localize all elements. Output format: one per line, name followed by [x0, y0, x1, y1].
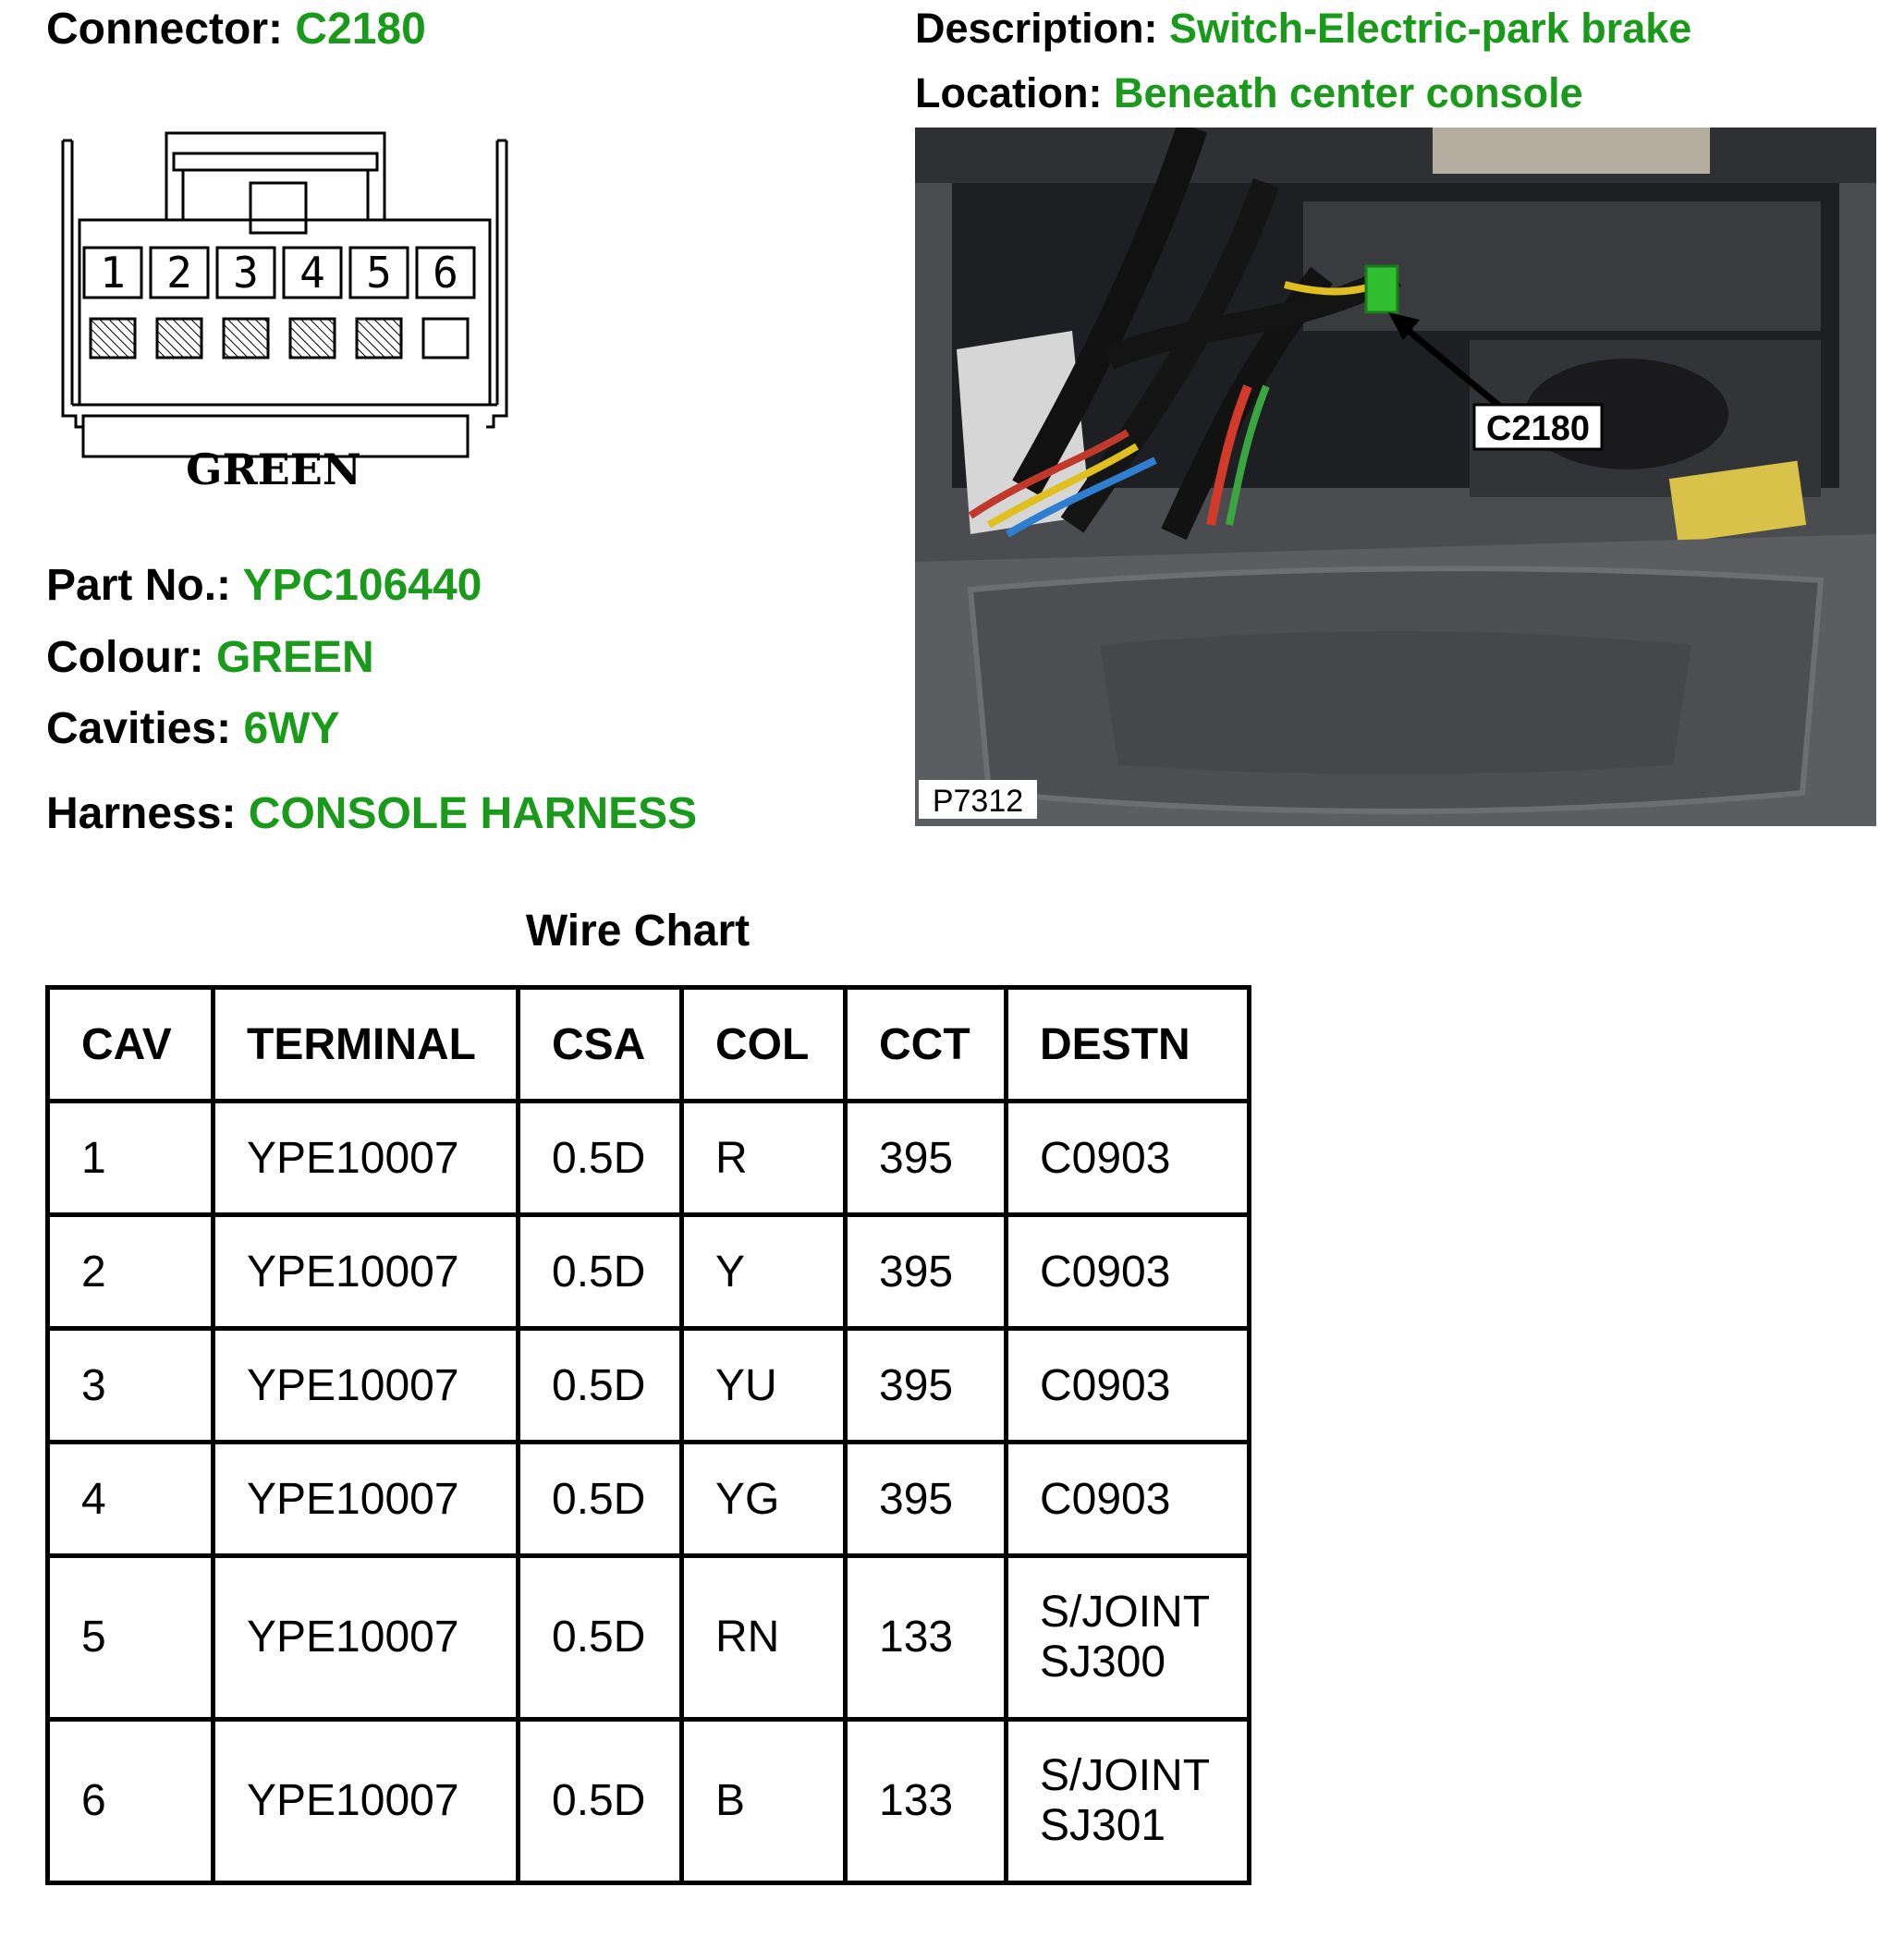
destn-line-1: C0903	[1040, 1247, 1171, 1297]
cavity-row	[84, 248, 474, 358]
table-row	[48, 1443, 1250, 1556]
cavity-3	[217, 248, 275, 358]
connector-label: Connector:	[46, 5, 283, 54]
cavity-number: 6	[433, 248, 458, 298]
table-header-row	[48, 988, 1250, 1102]
cell-csa: 0.5D	[519, 1215, 682, 1329]
destn-line-1: C0903	[1040, 1474, 1171, 1524]
cell-cav: 5	[48, 1556, 214, 1720]
cavities-value: 6WY	[243, 704, 340, 753]
cavity-5	[350, 248, 408, 358]
cell-col: YU	[682, 1329, 846, 1443]
colour-label: Colour:	[46, 633, 204, 682]
cavity-4	[284, 248, 341, 358]
location-value: Beneath center console	[1114, 69, 1583, 116]
cavity-number: 1	[100, 248, 126, 298]
cell-terminal: YPE10007	[214, 1215, 519, 1329]
photo-callout: C2180	[1486, 409, 1590, 448]
header-cav: CAV	[48, 988, 214, 1102]
location-field	[915, 69, 1583, 116]
cavity-number: 2	[166, 248, 192, 298]
wire-chart-table	[45, 985, 1251, 1885]
description-field	[915, 5, 1692, 52]
wire-chart-title: Wire Chart	[525, 907, 751, 956]
cavity-number: 5	[366, 248, 392, 298]
cell-destn	[1007, 1102, 1250, 1215]
destn-line-2: SJ301	[1040, 1801, 1166, 1850]
header-cct: CCT	[846, 988, 1007, 1102]
cavity-1	[84, 248, 141, 358]
cell-destn	[1007, 1720, 1250, 1883]
destn-line-2: SJ300	[1040, 1638, 1166, 1686]
table-row	[48, 1215, 1250, 1329]
connector-field	[46, 7, 426, 52]
cell-col: YG	[682, 1443, 846, 1556]
header-csa: CSA	[519, 988, 682, 1102]
cell-cav: 4	[48, 1443, 214, 1556]
cell-destn	[1007, 1556, 1250, 1720]
part-no-value: YPC106440	[242, 561, 482, 610]
harness-value: CONSOLE HARNESS	[248, 789, 698, 838]
cell-cav: 1	[48, 1102, 214, 1215]
header-destn: DESTN	[1007, 988, 1250, 1102]
cell-col: Y	[682, 1215, 846, 1329]
header-col: COL	[682, 988, 846, 1102]
cell-terminal: YPE10007	[214, 1329, 519, 1443]
location-photo	[915, 128, 1876, 826]
cell-cct: 133	[846, 1556, 1007, 1720]
destn-line-1: S/JOINT	[1040, 1751, 1211, 1801]
description-label: Description:	[915, 5, 1158, 52]
table-row	[48, 1102, 1250, 1215]
cell-cav: 2	[48, 1215, 214, 1329]
part-no-label: Part No.:	[46, 561, 232, 610]
destn-line-1: C0903	[1040, 1133, 1171, 1183]
location-label: Location:	[915, 69, 1103, 116]
cell-destn	[1007, 1215, 1250, 1329]
cell-cav: 6	[48, 1720, 214, 1883]
cell-col: RN	[682, 1556, 846, 1720]
cell-terminal: YPE10007	[214, 1556, 519, 1720]
cavity-2	[151, 248, 208, 358]
cavities-field	[46, 704, 340, 753]
cell-csa: 0.5D	[519, 1102, 682, 1215]
cell-cct: 395	[846, 1215, 1007, 1329]
table-row	[48, 1556, 1250, 1720]
connector-value: C2180	[295, 5, 426, 54]
destn-line-1: S/JOINT	[1040, 1588, 1211, 1638]
cell-destn	[1007, 1443, 1250, 1556]
cell-terminal: YPE10007	[214, 1443, 519, 1556]
table-row	[48, 1720, 1250, 1883]
cell-destn	[1007, 1329, 1250, 1443]
colour-field	[46, 633, 374, 682]
cell-csa: 0.5D	[519, 1443, 682, 1556]
destn-line-1: C0903	[1040, 1360, 1171, 1410]
cell-col: B	[682, 1720, 846, 1883]
cell-csa: 0.5D	[519, 1556, 682, 1720]
part-no-field	[46, 561, 482, 610]
cell-cct: 395	[846, 1443, 1007, 1556]
cell-cct: 395	[846, 1329, 1007, 1443]
cell-cct: 395	[846, 1102, 1007, 1215]
diagram-caption: GREEN	[186, 444, 361, 494]
connector-face-diagram	[54, 128, 516, 497]
cell-terminal: YPE10007	[214, 1102, 519, 1215]
cavity-number: 4	[299, 248, 325, 298]
colour-value: GREEN	[215, 633, 374, 682]
cell-col: R	[682, 1102, 846, 1215]
cell-csa: 0.5D	[519, 1329, 682, 1443]
cavity-6	[417, 248, 474, 358]
cell-cct: 133	[846, 1720, 1007, 1883]
cavities-label: Cavities:	[46, 704, 232, 753]
description-value: Switch-Electric-park brake	[1169, 5, 1692, 52]
table-row	[48, 1329, 1250, 1443]
harness-field	[46, 789, 698, 838]
cavity-number: 3	[233, 248, 259, 298]
cell-csa: 0.5D	[519, 1720, 682, 1883]
harness-label: Harness:	[46, 789, 237, 838]
header-terminal: TERMINAL	[214, 988, 519, 1102]
photo-ref: P7312	[932, 784, 1024, 819]
cell-cav: 3	[48, 1329, 214, 1443]
cell-terminal: YPE10007	[214, 1720, 519, 1883]
